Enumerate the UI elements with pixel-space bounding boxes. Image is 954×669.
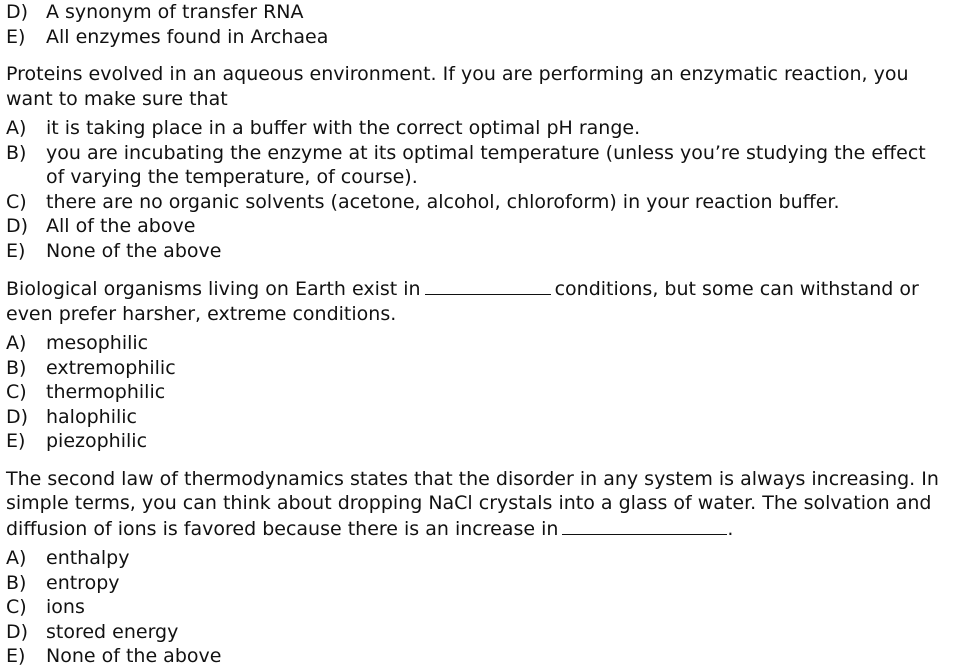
option-text: ions: [46, 596, 85, 618]
option-d: [6, 620, 950, 645]
option-a: [6, 546, 950, 571]
option-text: piezophilic: [46, 430, 148, 452]
option-text: entropy: [46, 571, 120, 594]
option-text: it is taking place in a buffer with the correct optimal pH range.: [46, 117, 641, 139]
option-text: A synonym of transfer RNA: [46, 1, 304, 23]
option-c: [6, 595, 950, 620]
option-b: [6, 141, 950, 190]
option-letter: D): [6, 405, 29, 428]
option-e: [6, 429, 950, 454]
option-b: [6, 571, 950, 596]
question-1-stem: Proteins evolved in an aqueous environment. If you are performing an enzymatic reaction, you want to make sure that: [6, 63, 909, 110]
option-b: [6, 356, 950, 381]
option-letter: A): [6, 117, 27, 139]
option-letter: B): [6, 356, 27, 379]
option-text: None of the above: [46, 239, 222, 262]
option-letter: B): [6, 141, 27, 164]
option-text: mesophilic: [46, 332, 149, 354]
option-letter: B): [6, 571, 27, 594]
option-c: [6, 190, 950, 215]
option-d: [6, 0, 950, 25]
option-letter: C): [6, 381, 27, 403]
option-letter: D): [6, 1, 29, 23]
option-e: [6, 239, 950, 264]
question-2-stem: [6, 276, 950, 326]
stem-text-after: conditions, but some can withstand or even prefer harsher, extreme conditions.: [6, 278, 919, 325]
option-text: All of the above: [46, 215, 196, 237]
question-1: [6, 62, 950, 263]
option-letter: E): [6, 645, 26, 667]
answer-blank: [562, 516, 727, 535]
option-text: None of the above: [46, 645, 222, 667]
option-letter: D): [6, 620, 29, 643]
option-text: you are incubating the enzyme at its optimal temperature (unless you’re studying the effect of varying the temperature, of course).: [46, 141, 926, 188]
option-e: [6, 25, 950, 50]
option-text: thermophilic: [46, 381, 166, 403]
document-page: [6, 0, 950, 669]
question-2: [6, 276, 950, 454]
option-a: [6, 116, 950, 141]
option-letter: A): [6, 332, 27, 354]
question-3-stem: [6, 467, 950, 542]
option-text: enthalpy: [46, 547, 130, 569]
option-text: extremophilic: [46, 356, 176, 379]
question-3: [6, 467, 950, 669]
option-letter: E): [6, 430, 26, 452]
option-a: [6, 331, 950, 356]
option-text: there are no organic solvents (acetone, alcohol, chloroform) in your reaction buffer.: [46, 190, 840, 213]
option-letter: C): [6, 190, 27, 213]
option-text: stored energy: [46, 620, 179, 643]
option-d: [6, 214, 950, 239]
stem-text-before: The second law of thermodynamics states that the disorder in any system is always increasing. In simple terms, you can think about dropping NaCl crystals into a glass of water. The solvation and diffusion of ions is favored because there is an increase in: [6, 467, 939, 540]
option-letter: E): [6, 239, 26, 262]
option-letter: D): [6, 215, 29, 237]
question-0-options: [6, 0, 950, 49]
option-d: [6, 405, 950, 430]
option-c: [6, 380, 950, 405]
stem-text-before: Biological organisms living on Earth exist in: [6, 278, 421, 300]
option-text: halophilic: [46, 405, 137, 428]
answer-blank: [425, 276, 551, 295]
option-letter: C): [6, 596, 27, 618]
option-e: [6, 644, 950, 669]
stem-text-after: .: [727, 517, 734, 540]
option-text: All enzymes found in Archaea: [46, 25, 329, 48]
option-letter: A): [6, 547, 27, 569]
option-letter: E): [6, 25, 26, 48]
